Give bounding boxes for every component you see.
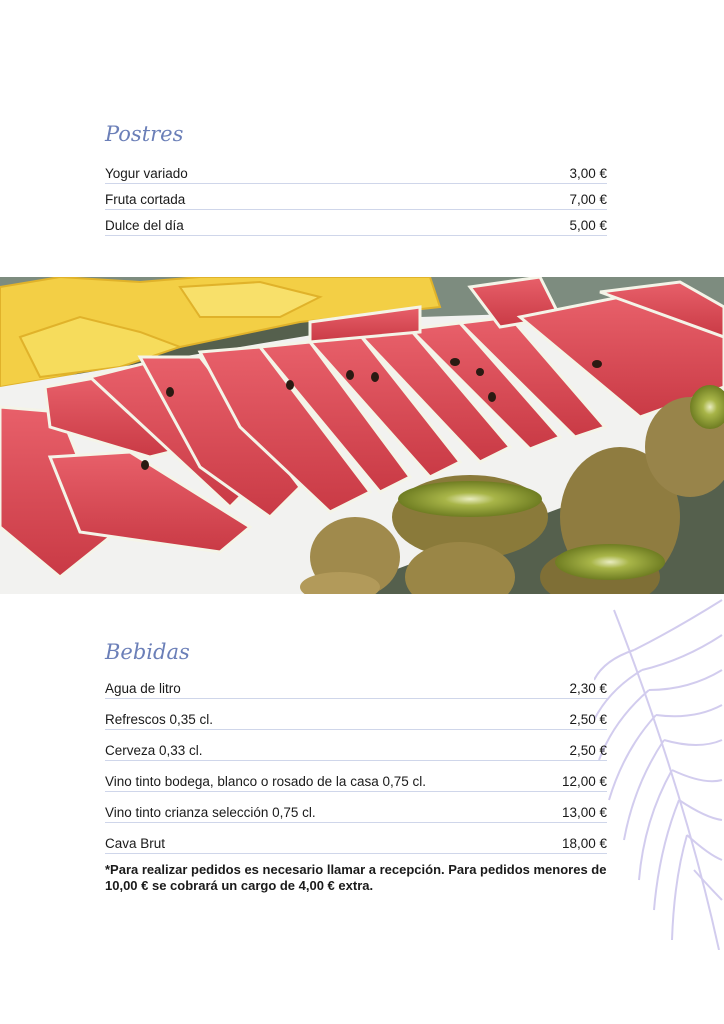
list-item — [105, 186, 607, 210]
list-item — [105, 160, 607, 184]
item-price: 13,00 € — [561, 805, 607, 820]
item-price: 7,00 € — [569, 192, 607, 207]
item-price: 5,00 € — [569, 218, 607, 233]
item-name: Cerveza 0,33 cl. — [105, 743, 203, 758]
list-item — [105, 212, 607, 236]
list-item — [105, 796, 607, 823]
bebidas-list — [105, 672, 607, 858]
list-item — [105, 703, 607, 730]
item-name: Fruta cortada — [105, 192, 186, 207]
item-price: 2,50 € — [569, 712, 607, 727]
item-price: 3,00 € — [569, 166, 607, 181]
list-item — [105, 765, 607, 792]
list-item — [105, 734, 607, 761]
item-name: Cava Brut — [105, 836, 166, 851]
order-footnote: *Para realizar pedidos es necesario llamar a recepción. Para pedidos menores de 10,00 € se cobrará un cargo de 4,00 € extra. — [105, 862, 607, 893]
item-price: 18,00 € — [561, 836, 607, 851]
item-price: 2,30 € — [569, 681, 607, 696]
fruit-platter-photo — [0, 277, 724, 594]
item-name: Vino tinto bodega, blanco o rosado de la casa 0,75 cl. — [105, 774, 426, 789]
palm-leaf-decoration — [594, 590, 724, 950]
list-item — [105, 827, 607, 854]
item-name: Dulce del día — [105, 218, 184, 233]
postres-title: Postres — [105, 122, 184, 146]
item-name: Vino tinto crianza selección 0,75 cl. — [105, 805, 316, 820]
postres-list — [105, 160, 607, 238]
item-name: Refrescos 0,35 cl. — [105, 712, 214, 727]
item-name: Yogur variado — [105, 166, 188, 181]
item-price: 2,50 € — [569, 743, 607, 758]
item-name: Agua de litro — [105, 681, 181, 696]
list-item — [105, 672, 607, 699]
bebidas-title: Bebidas — [105, 640, 190, 664]
item-price: 12,00 € — [561, 774, 607, 789]
